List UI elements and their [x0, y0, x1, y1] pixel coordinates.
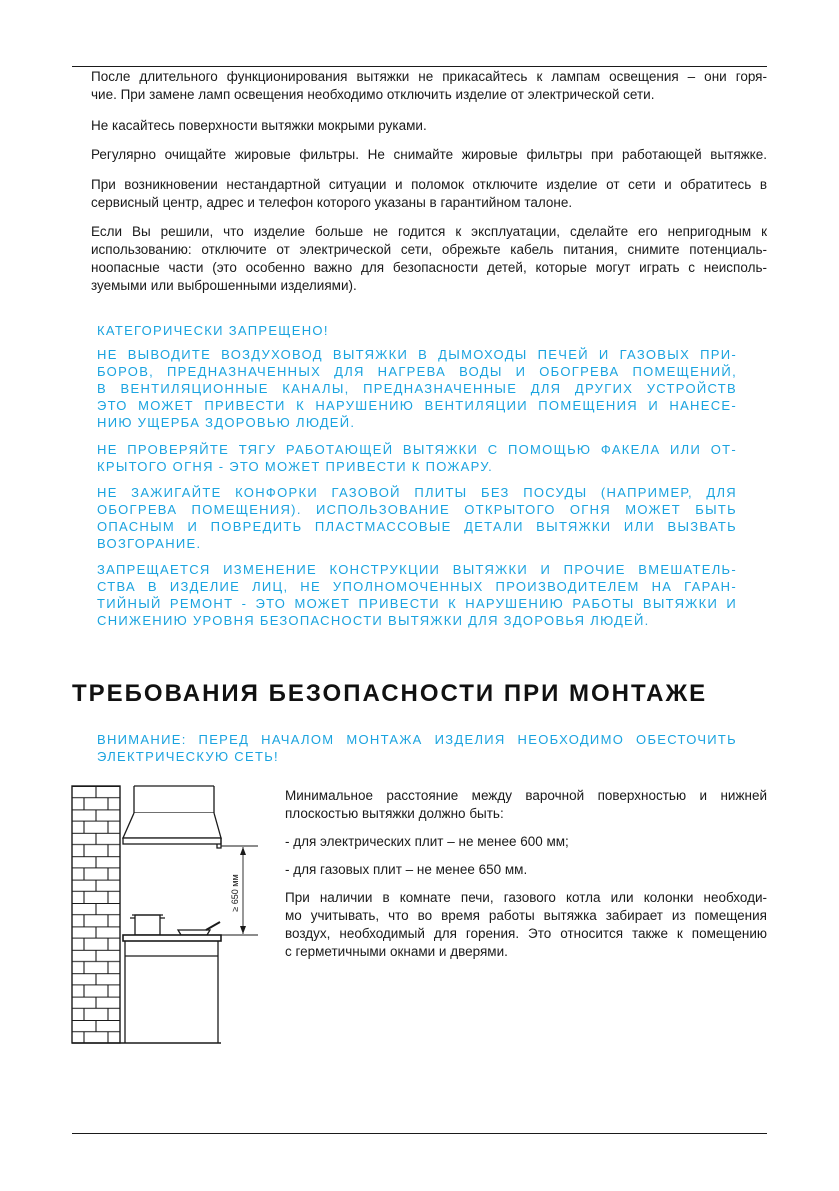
paragraph-disposal	[91, 223, 767, 295]
warning-title: КАТЕГОРИЧЕСКИ ЗАПРЕЩЕНО!	[97, 323, 329, 338]
stove	[123, 935, 221, 1043]
text-line: с герметичными окнами и дверями.	[285, 944, 508, 959]
text-line: Не касайтесь поверхности вытяжки мокрыми руками.	[91, 118, 427, 133]
range-hood	[123, 786, 221, 848]
warning-line: КРЫТОГО ОГНЯ - ЭТО МОЖЕТ ПРИВЕСТИ К ПОЖАРУ.	[97, 459, 494, 474]
paragraph-service	[91, 176, 767, 212]
text-line: зуемыми или выброшенными изделиями).	[91, 278, 357, 293]
warning-line: ЭЛЕКТРИЧЕСКУЮ СЕТЬ!	[97, 749, 279, 764]
warning-line: ЗАПРЕЩАЕТСЯ ИЗМЕНЕНИЕ КОНСТРУКЦИИ ВЫТЯЖКИ И ПРОЧИЕ ВМЕШАТЕЛЬ-	[97, 562, 737, 577]
warning-line: ОПАСНЫМ И ПОВРЕДИТЬ ПЛАСТМАССОВЫЕ ДЕТАЛИ ВЫТЯЖКИ ИЛИ ВЫЗВАТЬ	[97, 519, 737, 534]
dimension-label: ≥ 650 мм	[230, 874, 240, 912]
text-line: При возникновении нестандартной ситуации и поломок отключите изделие от сети и обратитесь в	[91, 177, 767, 192]
paragraph-filters	[91, 146, 767, 164]
section-heading: ТРЕБОВАНИЯ БЕЗОПАСНОСТИ ПРИ МОНТАЖЕ	[72, 680, 708, 707]
warning-line: БОРОВ, ПРЕДНАЗНАЧЕННЫХ ДЛЯ НАГРЕВА ВОДЫ И ОБОГРЕВА ПОМЕЩЕНИЙ,	[97, 364, 737, 379]
paragraph-wet-hands	[91, 117, 767, 135]
warning-line: НЕ ЗАЖИГАЙТЕ КОНФОРКИ ГАЗОВОЙ ПЛИТЫ БЕЗ ПОСУДЫ (НАПРИМЕР, ДЛЯ	[97, 485, 737, 500]
warning-line: ТИЙНЫЙ РЕМОНТ - ЭТО МОЖЕТ ПРИВЕСТИ К НАРУШЕНИЮ РАБОТЫ ВЫТЯЖКИ И	[97, 596, 737, 611]
text-line: - для газовых плит – не менее 650 мм.	[285, 862, 528, 877]
warning-line: ОБОГРЕВА ПОМЕЩЕНИЯ). ИСПОЛЬЗОВАНИЕ ОТКРЫТОГО ОГНЯ МОЖЕТ БЫТЬ	[97, 502, 737, 517]
warning-line: НИЮ УЩЕРБА ЗДОРОВЬЮ ЛЮДЕЙ.	[97, 415, 356, 430]
warning-line: НЕ ВЫВОДИТЕ ВОЗДУХОВОД ВЫТЯЖКИ В ДЫМОХОДЫ ПЕЧЕЙ И ГАЗОВЫХ ПРИ-	[97, 347, 737, 362]
installation-diagram	[66, 780, 266, 1050]
text-line: ноопасные части (это особенно важно для безопасности детей, которые могут играть с неисполь-	[91, 260, 767, 275]
prohibited-title	[97, 322, 737, 339]
prohibited-item-chimney	[97, 346, 737, 431]
text-line: После длительного функционирования вытяжки не прикасайтесь к лампам освещения – они горя-	[91, 69, 767, 84]
text-line: воздух, необходимый для горения. Это относится также к помещению	[285, 926, 767, 941]
prohibited-item-modification	[97, 561, 737, 629]
pot	[130, 915, 165, 935]
ventilation-note	[285, 889, 767, 961]
text-line: Минимальное расстояние между варочной поверхностью и нижней	[285, 788, 767, 803]
text-line: Если Вы решили, что изделие больше не годится к эксплуатации, сделайте его непригодным к	[91, 224, 767, 239]
paragraph-lamps	[91, 68, 767, 104]
top-rule	[72, 66, 767, 67]
text-line: мо учитывать, что во время работы вытяжка забирает из помещения	[285, 908, 767, 923]
warning-line: ВНИМАНИЕ: ПЕРЕД НАЧАЛОМ МОНТАЖА ИЗДЕЛИЯ НЕОБХОДИМО ОБЕСТОЧИТЬ	[97, 732, 737, 747]
warning-line: НЕ ПРОВЕРЯЙТЕ ТЯГУ РАБОТАЮЩЕЙ ВЫТЯЖКИ С ПОМОЩЬЮ ФАКЕЛА ИЛИ ОТ-	[97, 442, 737, 457]
frying-pan	[178, 922, 220, 935]
warning-line: ВОЗГОРАНИЕ.	[97, 536, 202, 551]
prohibited-item-torch	[97, 441, 737, 475]
attention-notice	[97, 731, 737, 765]
warning-line: СТВА В ИЗДЕЛИЕ ЛИЦ, НЕ УПОЛНОМОЧЕННЫХ ПРОИЗВОДИТЕЛЕМ НА ГАРАН-	[97, 579, 737, 594]
text-line: - для электрических плит – не менее 600 мм;	[285, 834, 569, 849]
text-line: Регулярно очищайте жировые фильтры. Не снимайте жировые фильтры при работающей вытяжке.	[91, 147, 767, 162]
brick-wall	[72, 786, 120, 1043]
warning-line: ЭТО МОЖЕТ ПРИВЕСТИ К НАРУШЕНИЮ ВЕНТИЛЯЦИИ ПОМЕЩЕНИЯ И НАНЕСЕ-	[97, 398, 737, 413]
text-line: использованию: отключите от электрической сети, обрежьте кабель питания, снимите потенциаль-	[91, 242, 767, 257]
warning-line: В ВЕНТИЛЯЦИОННЫЕ КАНАЛЫ, ПРЕДНАЗНАЧЕННЫЕ ДЛЯ ДРУГИХ УСТРОЙСТВ	[97, 381, 737, 396]
min-distance-intro	[285, 787, 767, 823]
text-line: При наличии в комнате печи, газового котла или колонки необходи-	[285, 890, 767, 905]
text-line: чие. При замене ламп освещения необходимо отключить изделие от электрической сети.	[91, 87, 655, 102]
text-line: сервисный центр, адрес и телефон которого указаны в гарантийном талоне.	[91, 195, 573, 210]
gas-stove-distance	[285, 861, 767, 879]
text-line: плоскостью вытяжки должно быть:	[285, 806, 504, 821]
prohibited-item-burners	[97, 484, 737, 552]
warning-line: СНИЖЕНИЮ УРОВНЯ БЕЗОПАСНОСТИ ВЫТЯЖКИ ДЛЯ ЗДОРОВЬЯ ЛЮДЕЙ.	[97, 613, 650, 628]
electric-stove-distance	[285, 833, 767, 851]
bottom-rule	[72, 1133, 767, 1134]
